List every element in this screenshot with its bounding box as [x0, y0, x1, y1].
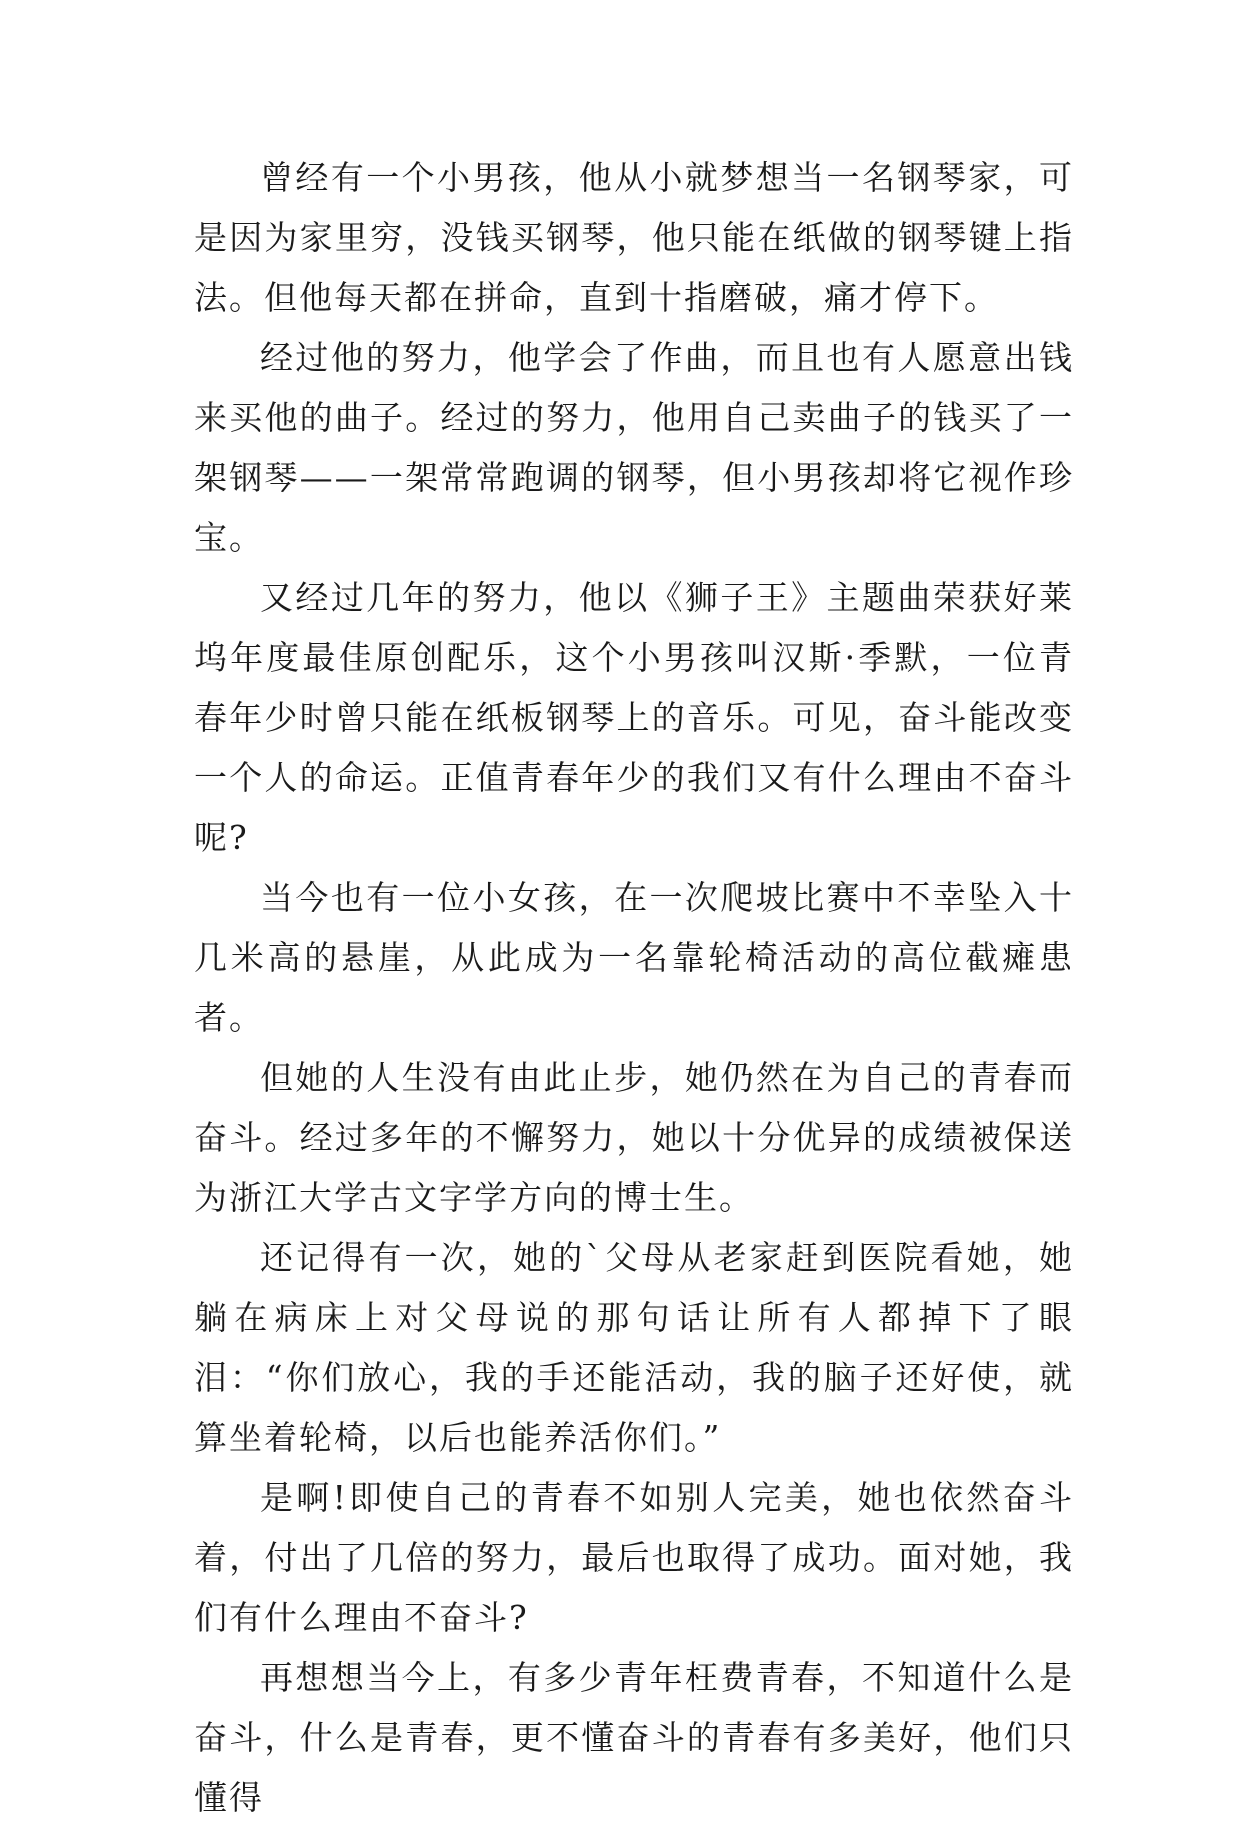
paragraph-2: 经过他的努力，他学会了作曲，而且也有人愿意出钱来买他的曲子。经过的努力，他用自己卖曲子的钱买了一架钢琴——一架常常跑调的钢琴，但小男孩却将它视作珍宝。 — [194, 338, 1074, 557]
paragraph-6: 还记得有一次，她的`父母从老家赶到医院看她，她躺在病床上对父母说的那句话让所有人都掉下了眼泪：“你们放心，我的手还能活动，我的脑子还好使，就算坐着轮椅，以后也能养活你们。” — [194, 1238, 1074, 1457]
paragraph-3: 又经过几年的努力，他以《狮子王》主题曲荣获好莱坞年度最佳原创配乐，这个小男孩叫汉斯·季默，一位青春年少时曾只能在纸板钢琴上的音乐。可见，奋斗能改变一个人的命运。正值青春年少的我们又有什么理由不奋斗呢? — [194, 578, 1074, 857]
paragraph-4: 当今也有一位小女孩，在一次爬坡比赛中不幸坠入十几米高的悬崖，从此成为一名靠轮椅活动的高位截瘫患者。 — [194, 878, 1074, 1037]
paragraph-5: 但她的人生没有由此止步，她仍然在为自己的青春而奋斗。经过多年的不懈努力，她以十分优异的成绩被保送为浙江大学古文字学方向的博士生。 — [194, 1058, 1074, 1217]
paragraph-1: 曾经有一个小男孩，他从小就梦想当一名钢琴家，可是因为家里穷，没钱买钢琴，他只能在纸做的钢琴键上指法。但他每天都在拼命，直到十指磨破，痛才停下。 — [194, 158, 1074, 317]
paragraph-7: 是啊!即使自己的青春不如别人完美，她也依然奋斗着，付出了几倍的努力，最后也取得了成功。面对她，我们有什么理由不奋斗? — [194, 1478, 1074, 1637]
essay-body — [194, 148, 1074, 1828]
paragraph-8: 再想想当今上，有多少青年枉费青春，不知道什么是奋斗，什么是青春，更不懂奋斗的青春有多美好，他们只懂得 — [194, 1658, 1074, 1817]
